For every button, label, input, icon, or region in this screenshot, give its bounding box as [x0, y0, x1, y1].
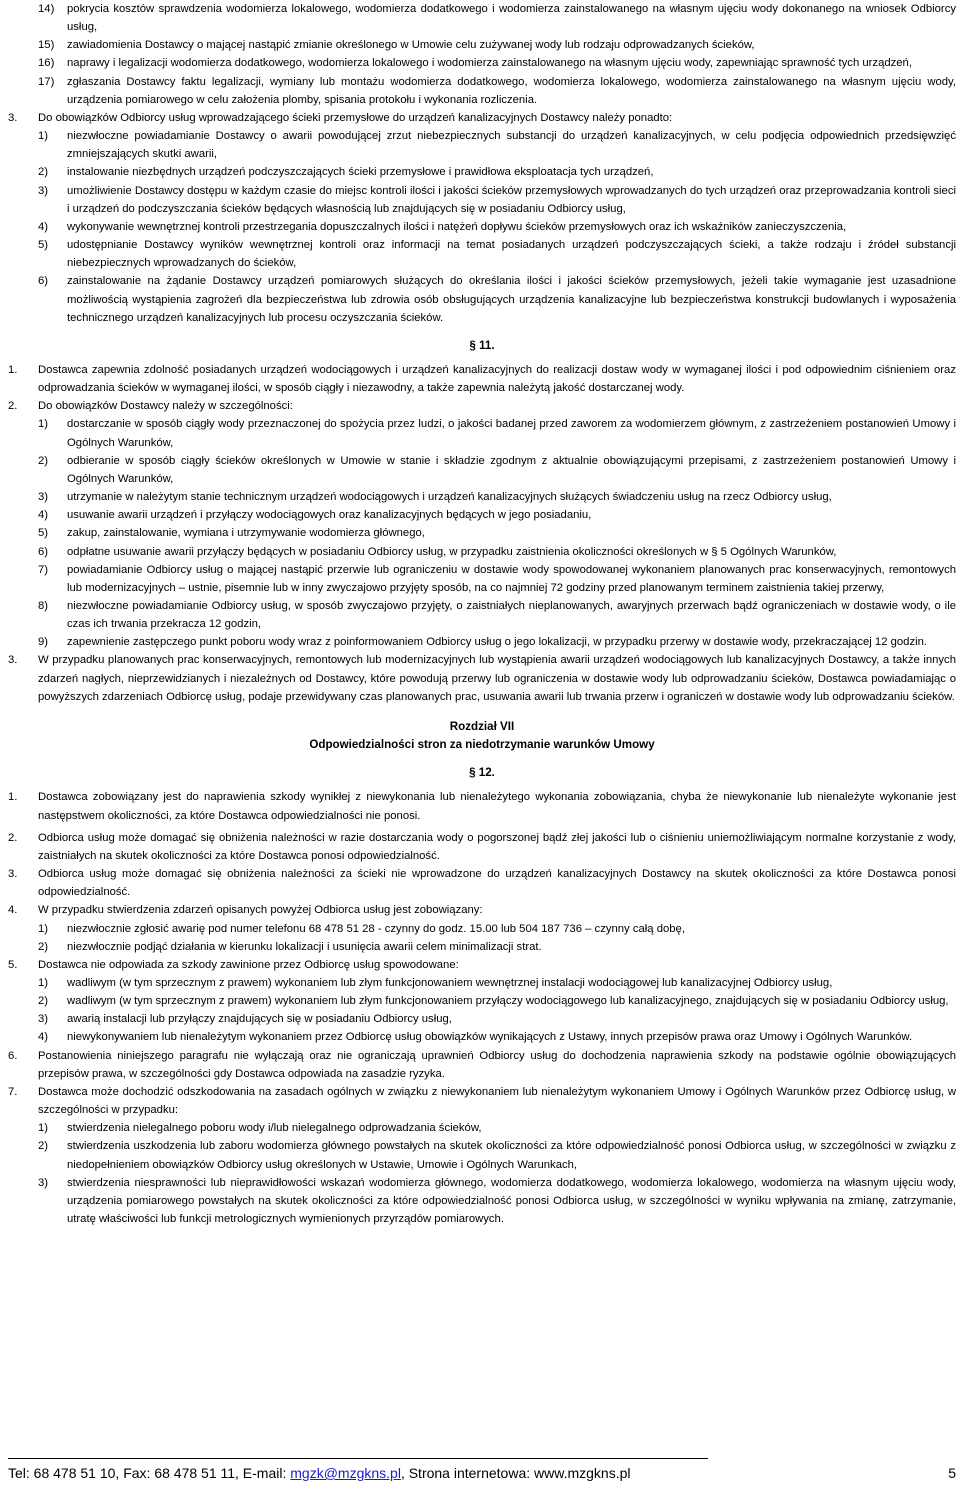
list-item [38, 920, 956, 938]
section-11-point-2-items [8, 415, 956, 651]
list-item [38, 452, 956, 488]
item-text: umożliwienie Dostawcy dostępu w każdym czasie do miejsc kontroli ilości i jakości ścieków przemysłowych wprowadzanych do tych urządzeń oraz przeprowadzania kontroli sieci i urządzeń do podczyszczania ścieków będących własnością lub znajdujących się w posiadaniu Odbiorcy usług, [67, 184, 956, 215]
item-number: 7) [38, 563, 49, 576]
item-text: niezwłocznie podjąć działania w kierunku lokalizacji i usunięcia awarii celem minimalizacji strat. [67, 940, 542, 953]
point-text: W przypadku planowanych prac konserwacyjnych, remontowych lub modernizacyjnych lub wystąpienia awarii urządzeń wodociągowych lub kanalizacyjnych Dostawcy, a także innych zdarzeń nagłych, nieprzewidzianych i niezależnych od Dostawcy, które powodują przerwy lub ograniczenia w dostawie wody lub odprowadzaniu ścieków, Dostawca powiadamiając o powyższych zdarzeniach Odbiorcę usług, podaje przewidywany czas planowanych prac, usuwania awarii lub trwania przerw i ograniczeń w dostawie wody lub odprowadzaniu ścieków. [38, 654, 956, 703]
item-number: 2) [38, 940, 49, 953]
list-item [38, 938, 956, 956]
point-text: W przypadku stwierdzenia zdarzeń opisanych powyżej Odbiorca usług jest zobowiązany: [38, 904, 483, 917]
item-text: zainstalowanie na żądanie Dostawcy urządzeń pomiarowych służących do określania ilości i jakości ścieków przemysłowych, jeżeli takie wymaganie jest uzasadnione możliwością wystąpienia zagrożeń dla bezpieczeństwa lub zdrowia osób obsługujących urządzenia kanalizacyjne lub bezpieczeństwa konstrukcji budowlanych i wyposażenia technicznego urządzeń kanalizacyjnych lub procesu oczyszczania ścieków. [67, 275, 956, 324]
list-item [38, 561, 956, 597]
footer-contact-suffix: , Strona internetowa: www.mzgkns.pl [400, 1465, 631, 1481]
chapter-subtitle: Odpowiedzialności stron za niedotrzymanie warunków Umowy [309, 738, 655, 752]
section-12-point-4 [8, 901, 956, 919]
item-number: 1) [38, 130, 49, 143]
item-text: zawiadomienia Dostawcy o mającej nastąpić zmianie określonego w Umowie celu zużywanej wody lub rodzaju odprowadzanych ścieków, [67, 39, 755, 52]
list-item [38, 163, 956, 181]
list-item [38, 1028, 956, 1046]
list-item [38, 597, 956, 633]
list-item [38, 1010, 956, 1028]
item-text: niewykonywaniem lub nienależytym wykonaniem przez Odbiorcę usług obowiązków wynikających z Ustawy, innych przepisów prawa oraz Umowy i Ogólnych Warunków. [67, 1031, 913, 1044]
item-number: 3) [38, 1176, 49, 1189]
point-number: 3. [8, 111, 18, 124]
point-text: Dostawca zobowiązany jest do naprawienia szkody wynikłej z niewykonania lub nienależytego wykonania zobowiązania, chyba że niewykonanie lub nienależyte wykonanie jest następstwem okoliczności, za które Dostawca odpowiedzialności nie ponosi. [38, 791, 956, 822]
footer-divider [8, 1458, 708, 1459]
item-text: udostępnianie Dostawcy wyników wewnętrznej kontroli oraz informacji na temat posiadanych urządzeń podczyszczających ścieki, a także rodzaju i źródeł substancji niebezpiecznych wprowadzanych do ścieków, [67, 239, 956, 270]
point-text: Do obowiązków Dostawcy należy w szczególności: [38, 400, 293, 413]
list-item [38, 182, 956, 218]
section-11-heading: § 11. [469, 338, 495, 352]
item-number: 4) [38, 220, 49, 233]
section-10-point-3 [8, 109, 956, 127]
list-item [38, 974, 956, 992]
point-number: 5. [8, 958, 18, 971]
section-12-point-1 [8, 788, 956, 824]
section-12-point-3 [8, 865, 956, 901]
item-text: naprawy i legalizacji wodomierza dodatkowego, wodomierza lokalowego i wodomierza zainstalowanego na własnym ujęciu wody, zapewniając sprawność tych urządzeń, [67, 57, 912, 70]
list-item [38, 1137, 956, 1173]
item-number: 17) [38, 75, 55, 88]
list-item [38, 272, 956, 326]
list-item [38, 218, 956, 236]
item-number: 1) [38, 922, 49, 935]
item-number: 3) [38, 1013, 49, 1026]
list-item [38, 524, 956, 542]
item-text: zapewnienie zastępczego punkt poboru wody wraz z poinformowaniem Odbiorcy usług o jego lokalizacji, w przypadku przerwy w dostawie wody, przekraczającej 12 godzin. [67, 636, 928, 649]
point-number: 3. [8, 868, 18, 881]
section-12-point-5 [8, 956, 956, 974]
section-11-point-2 [8, 397, 956, 415]
item-text: niezwłoczne powiadamianie Odbiorcy usług, w sposób zwyczajowo przyjęty, o zaistniałych nieplanowanych, awaryjnych przerwach bądź ograniczeniach w dostawie wody, o ile czas ich trwania przekracza 12 godzin, [67, 600, 956, 631]
point-text: Dostawca zapewnia zdolność posiadanych urządzeń wodociągowych i urządzeń kanalizacyjnych do realizacji dostaw wody w wymaganej ilości i pod odpowiednim ciśnieniem oraz odprowadzania ścieków w wymaganej ilości, w sposób ciągły i niezawodny, a także zapewnia należytą jakość dostarczanej wody. [38, 363, 956, 395]
list-item [38, 488, 956, 506]
item-text: stwierdzenia nielegalnego poboru wody i/lub nielegalnego odprowadzania ścieków, [67, 1122, 482, 1135]
item-number: 5) [38, 527, 49, 540]
point-number: 4. [8, 904, 18, 917]
point-number: 2. [8, 831, 18, 844]
item-number: 8) [38, 600, 49, 612]
point-text: Odbiorca usług może domagać się obniżenia należności za ścieki nie wprowadzone do urządzeń kanalizacyjnych Dostawcy na skutek okoliczności za które Dostawca ponosi odpowiedzialność. [38, 868, 956, 899]
footer-contact [8, 1463, 630, 1483]
list-item [38, 543, 956, 561]
point-text: Odbiorca usług może domagać się obniżenia należności w razie dostarczania wody o pogorszonej bądź złej jakości lub o ciśnieniu uniemożliwiającym normalne korzystanie z wody, zaistniałych na skutek okoliczności za które Dostawca ponosi odpowiedzialność. [38, 831, 956, 862]
list-item [38, 633, 956, 651]
item-number: 2) [38, 454, 49, 467]
item-number: 15) [38, 39, 55, 52]
section-10-point-3-items [8, 127, 956, 327]
document-page [8, 0, 956, 1228]
item-text: niezwłoczne powiadamianie Dostawcy o awarii powodującej zrzut niebezpiecznych substancji do urządzeń kanalizacyjnych, w celu podjęcia odpowiednich przedsięwzięć zmniejszających skutki awarii, [67, 130, 956, 161]
list-item [8, 73, 956, 109]
item-number: 6) [38, 545, 49, 558]
item-number: 5) [38, 239, 49, 252]
item-text: dostarczanie w sposób ciągły wody przeznaczonej do spożycia przez ludzi, o jakości badanej przed zaworem za wodomierzem głównym, z zastrzeżeniem postanowień Umowy i Ogólnych Warunków, [67, 418, 956, 449]
list-item [38, 127, 956, 163]
item-text: stwierdzenia niesprawności lub nieprawidłowości wskazań wodomierza głównego, wodomierza dodatkowego, wodomierza lokalowego, wodomierza na własnym ujęciu wody, urządzenia pomiarowego powstałych na skutek okoliczności za które odpowiedzialność ponosi Odbiorca usług, w szczególności w wyniku wpływania na zmianę, zatrzymanie, utratę właściwości lub funkcji metrologicznych wymienionych przyrządów pomiarowych. [67, 1176, 956, 1225]
item-text: awarią instalacji lub przyłączy znajdujących się w posiadaniu Odbiorcy usług, [67, 1013, 452, 1026]
item-text: wykonywanie wewnętrznej kontroli przestrzegania dopuszczalnych ilości i natężeń dopływu ścieków przemysłowych oraz ich wskaźników zanieczyszczenia, [67, 220, 847, 233]
section-12-point-6 [8, 1047, 956, 1083]
item-number: 4) [38, 1031, 49, 1044]
page-footer [8, 1463, 956, 1483]
item-text: stwierdzenia uszkodzenia lub zaboru wodomierza głównego powstałych na skutek okoliczności za które odpowiedzialność ponosi Odbiorca usług, w szczególności w związku z niedopełnieniem obowiązków Odbiorcy usług określonych w Ustawie, Umowie i Ogólnych Warunkach, [67, 1140, 956, 1171]
item-text: odpłatne usuwanie awarii przyłączy będących w posiadaniu Odbiorcy usług, w przypadku zaistnienia okoliczności określonych w § 5 Ogólnych Warunków, [67, 545, 837, 558]
section-12-point-2 [8, 829, 956, 865]
item-text: wadliwym (w tym sprzecznym z prawem) wykonaniem lub złym funkcjonowaniem wewnętrznej instalacji wodociągowej lub kanalizacyjnej Odbiorcy usług, [67, 976, 833, 989]
section-11-point-1 [8, 361, 956, 397]
section-12-point-4-items [8, 920, 956, 956]
point-number: 1. [8, 363, 18, 376]
list-item [8, 36, 956, 54]
item-number: 1) [38, 418, 49, 431]
item-text: niezwłocznie zgłosić awarię pod numer telefonu 68 478 51 28 - czynny do godz. 15.00 lub 504 187 736 – czynny całą dobę, [67, 922, 685, 935]
item-number: 16) [38, 57, 55, 70]
item-text: powiadamianie Odbiorcy usług o mającej nastąpić przerwie lub ograniczeniu w dostawie wody spowodowanej wykonaniem planowanych prac konserwacyjnych, remontowych lub modernizacyjnych – ustnie, pisemnie lub w inny zwyczajowo przyjęty sposób, na co najmniej 72 godziny przed planowanym terminem zaistnienia takiej przerwy, [67, 563, 956, 594]
item-number: 1) [38, 1122, 49, 1135]
item-number: 2) [38, 995, 49, 1008]
item-text: usuwanie awarii urządzeń i przyłączy wodociągowych oraz kanalizacyjnych będących w jego posiadaniu, [67, 509, 592, 522]
section-12-point-5-items [8, 974, 956, 1047]
point-number: 1. [8, 791, 18, 804]
section-11-point-3 [8, 651, 956, 705]
point-text: Postanowienia niniejszego paragrafu nie wyłączają oraz nie ograniczają uprawnień Odbiorcy usług do dochodzenia naprawienia szkody na podstawie ogólnie obowiązujących przepisów prawa, w szczególności gdy Dostawca odpowiada na zasadzie ryzyka. [38, 1049, 956, 1080]
list-item [8, 54, 956, 72]
item-number: 2) [38, 1140, 49, 1153]
item-number: 3) [38, 184, 49, 197]
point-text: Do obowiązków Odbiorcy usług wprowadzającego ścieki przemysłowe do urządzeń kanalizacyjnych Dostawcy należy ponadto: [38, 111, 673, 124]
chapter-title: Rozdział VII [449, 719, 515, 733]
list-item [38, 1119, 956, 1137]
list-item [38, 992, 956, 1010]
list-item [38, 236, 956, 272]
item-number: 6) [38, 275, 49, 288]
page-number: 5 [948, 1465, 956, 1481]
item-text: zakup, zainstalowanie, wymiana i utrzymywanie wodomierza głównego, [67, 527, 425, 540]
point-number: 3. [8, 654, 18, 667]
point-number: 6. [8, 1049, 18, 1062]
point-number: 2. [8, 400, 18, 413]
section-12-point-7 [8, 1083, 956, 1119]
item-number: 4) [38, 509, 49, 522]
point-text: Dostawca może dochodzić odszkodowania na zasadach ogólnych w związku z niewykonaniem lub nienależytym wykonaniem Umowy i Ogólnych Warunków przez Odbiorcę usług, w szczególności w przypadku: [38, 1085, 956, 1117]
section-12-point-7-items [8, 1119, 956, 1228]
list-item [8, 0, 956, 36]
point-text: Dostawca nie odpowiada za szkody zawinione przez Odbiorcę usług spowodowane: [38, 958, 459, 971]
list-item [38, 1174, 956, 1228]
section-12-heading: § 12. [469, 766, 495, 780]
item-text: instalowanie niezbędnych urządzeń podczyszczających ścieki przemysłowe i prawidłowa eksploatacja tych urządzeń, [67, 166, 654, 179]
item-text: wadliwym (w tym sprzecznym z prawem) wykonaniem lub złym funkcjonowaniem przyłączy wodociągowego lub kanalizacyjnego, znajdujących się w posiadaniu Odbiorcy usług, [67, 995, 949, 1008]
item-text: utrzymanie w należytym stanie technicznym urządzeń wodociągowych i urządzeń kanalizacyjnych służących świadczeniu usług na rzecz Odbiorcy usług, [67, 491, 832, 504]
footer-email-link[interactable]: mgzk@mzgkns.pl [290, 1465, 401, 1481]
item-number: 9) [38, 636, 49, 649]
item-number: 3) [38, 491, 49, 504]
list-item [38, 415, 956, 451]
item-number: 14) [38, 3, 55, 15]
item-number: 1) [38, 976, 49, 989]
item-text: zgłaszania Dostawcy faktu legalizacji, wymiany lub montażu wodomierza dodatkowego, wodomierza lokalowego, wodomierza zainstalowanego na własnym ujęciu wody, urządzenia pomiarowego w celu założenia plomby, spisania protokołu i wykonania rozliczenia. [67, 75, 956, 106]
item-number: 2) [38, 166, 49, 179]
footer-contact-prefix: Tel: 68 478 51 10, Fax: 68 478 51 11, E-mail: [8, 1465, 291, 1481]
section-10-continuation [8, 0, 956, 109]
list-item [38, 506, 956, 524]
point-number: 7. [8, 1085, 18, 1098]
item-text: pokrycia kosztów sprawdzenia wodomierza lokalowego, wodomierza dodatkowego i wodomierza zainstalowanego na własnym ujęciu wody dokonanego na wniosek Odbiorcy usług, [67, 3, 956, 34]
item-text: odbieranie w sposób ciągły ścieków określonych w Umowie w stanie i składzie zgodnym z aktualnie obowiązującymi przepisami, z zastrzeżeniem postanowień Umowy i Ogólnych Warunków, [67, 454, 956, 485]
